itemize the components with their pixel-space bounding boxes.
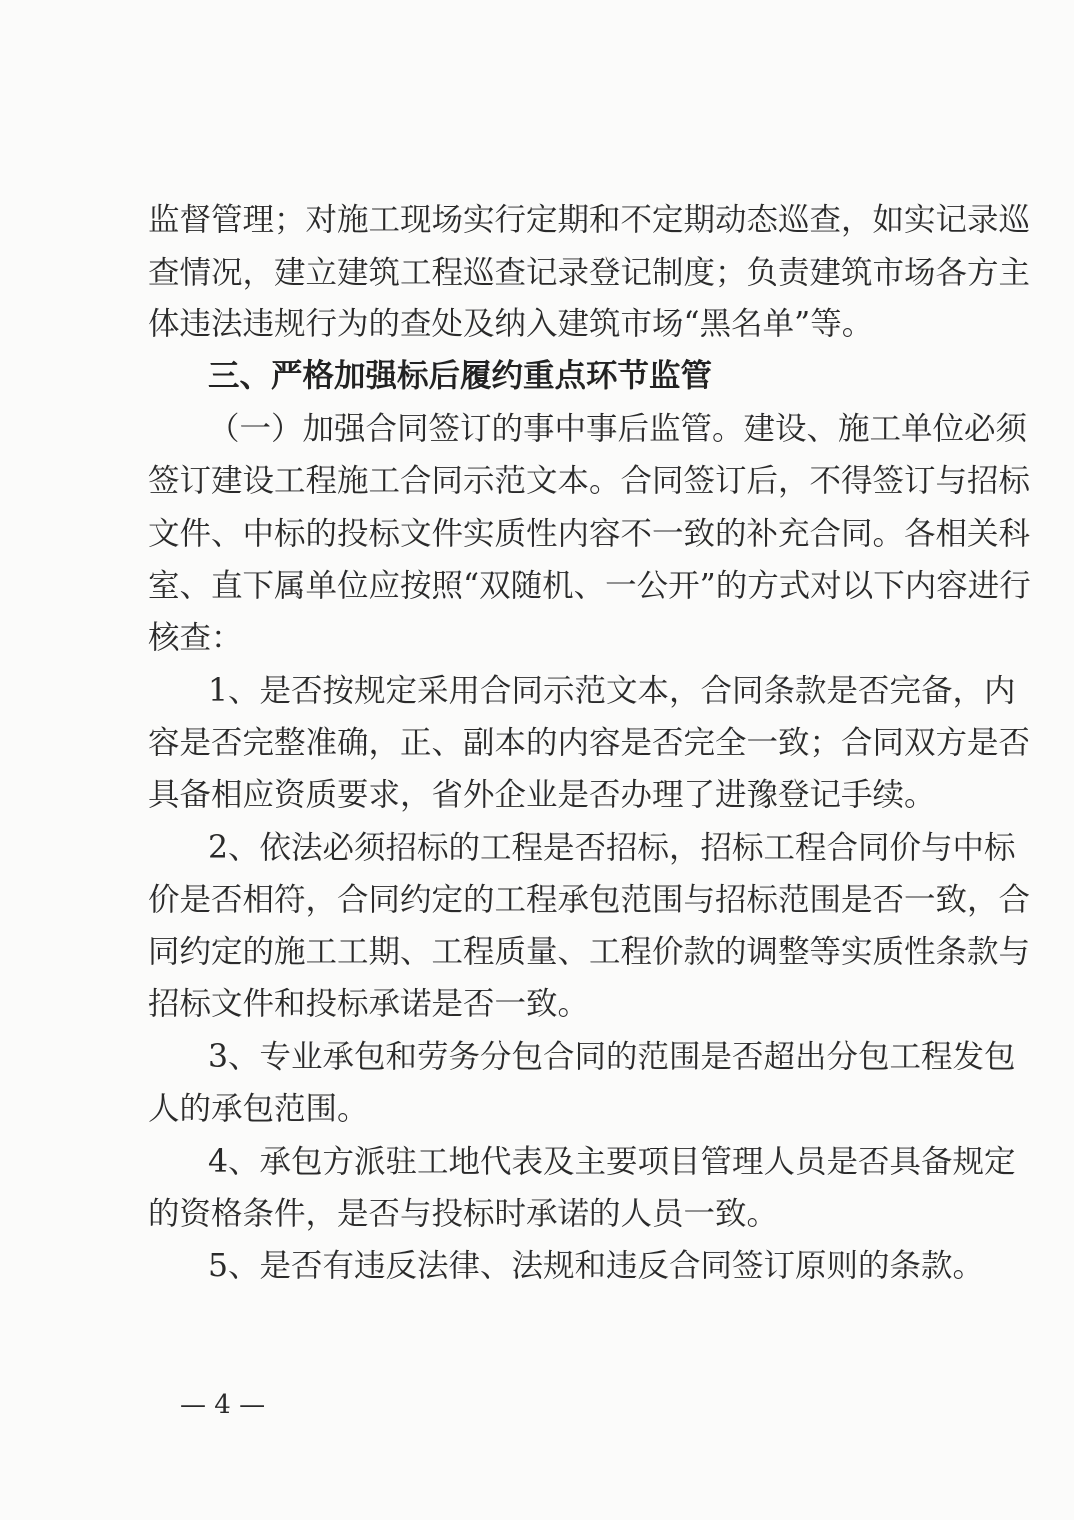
text-line: 文件、中标的投标文件实质性内容不一致的补充合同。各相关科 [148, 516, 1031, 552]
text-line: 具备相应资质要求，省外企业是否办理了进豫登记手续。 [148, 777, 936, 813]
text-line: 1、是否按规定采用合同示范文本，合同条款是否完备，内 [208, 673, 1016, 709]
section-heading: 三、严格加强标后履约重点环节监管 [208, 358, 713, 394]
text-line: 容是否完整准确，正、副本的内容是否完全一致；合同双方是否 [148, 725, 1031, 761]
text-line: 的资格条件，是否与投标时承诺的人员一致。 [148, 1196, 779, 1232]
text-line: 价是否相符，合同约定的工程承包范围与招标范围是否一致，合 [148, 882, 1031, 918]
text-line: 4、承包方派驻工地代表及主要项目管理人员是否具备规定 [208, 1144, 1016, 1180]
text-line: 核查： [148, 620, 243, 656]
page-number: — 4 — [180, 1390, 266, 1420]
text-line: 签订建设工程施工合同示范文本。合同签订后，不得签订与招标 [148, 463, 1031, 499]
text-line: 监督管理；对施工现场实行定期和不定期动态巡查，如实记录巡 [148, 202, 1031, 238]
text-line: 查情况，建立建筑工程巡查记录登记制度；负责建筑市场各方主 [148, 255, 1031, 291]
text-line: 招标文件和投标承诺是否一致。 [148, 986, 590, 1022]
text-line: 同约定的施工工期、工程质量、工程价款的调整等实质性条款与 [148, 934, 1031, 970]
text-line: 5、是否有违反法律、法规和违反合同签订原则的条款。 [208, 1248, 985, 1284]
text-line: 体违法违规行为的查处及纳入建筑市场“黑名单”等。 [148, 306, 874, 342]
text-line: 室、直下属单位应按照“双随机、一公开”的方式对以下内容进行 [148, 568, 1031, 604]
text-line: （一）加强合同签订的事中事后监管。建设、施工单位必须 [208, 411, 1028, 447]
text-line: 人的承包范围。 [148, 1091, 369, 1127]
text-line: 3、专业承包和劳务分包合同的范围是否超出分包工程发包 [208, 1039, 1016, 1075]
text-line: 2、依法必须招标的工程是否招标，招标工程合同价与中标 [208, 830, 1016, 866]
